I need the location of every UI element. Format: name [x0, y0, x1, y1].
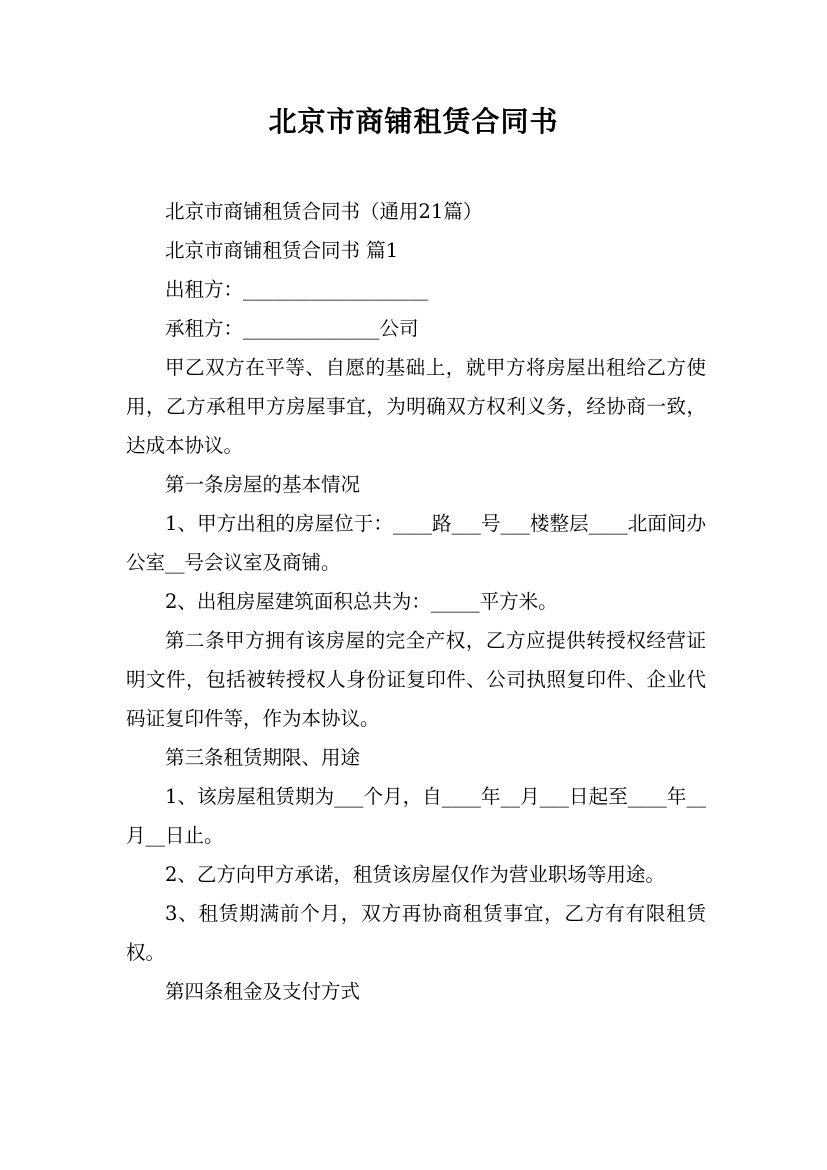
document-title: 北京市商铺租赁合同书 [268, 105, 559, 138]
paragraph-lessee: 承租方：______________公司 [165, 317, 419, 340]
paragraph-preamble: 甲乙双方在平等、自愿的基础上，就甲方将房屋出租给乙方使用，乙方承租甲方房屋事宜，为明确双方权利义务，经协商一致，达成本协议。 [126, 356, 706, 457]
paragraph-subtitle: 北京市商铺租赁合同书（通用21篇） [165, 200, 483, 223]
paragraph-article-1-item-2: 2、出租房屋建筑面积总共为：_____平方米。 [165, 590, 558, 613]
paragraph-article-4-heading: 第四条租金及支付方式 [165, 980, 361, 1003]
paragraph-article-3-heading: 第三条租赁期限、用途 [165, 746, 361, 769]
paragraph-article-3-item-2: 2、乙方向甲方承诺，租赁该房屋仅作为营业职场等用途。 [165, 863, 665, 886]
paragraph-chapter-heading: 北京市商铺租赁合同书 篇1 [165, 239, 399, 262]
document-body [126, 192, 706, 1011]
paragraph-article-2: 第二条甲方拥有该房屋的完全产权，乙方应提供转授权经营证明文件，包括被转授权人身份证复印件、公司执照复印件、企业代码证复印件等，作为本协议。 [126, 629, 706, 730]
paragraph-article-3-item-1: 1、该房屋租赁期为___个月，自____年__月___日起至____年__月__日止。 [126, 785, 706, 847]
paragraph-lessor: 出租方：___________________ [165, 278, 429, 301]
paragraph-article-1-heading: 第一条房屋的基本情况 [165, 473, 361, 496]
paragraph-article-3-item-3: 3、租赁期满前个月，双方再协商租赁事宜，乙方有有限租赁权。 [126, 902, 706, 964]
paragraph-article-1-item-1: 1、甲方出租的房屋位于：____路___号___楼整层____北面间办公室__号会议室及商铺。 [126, 512, 706, 574]
